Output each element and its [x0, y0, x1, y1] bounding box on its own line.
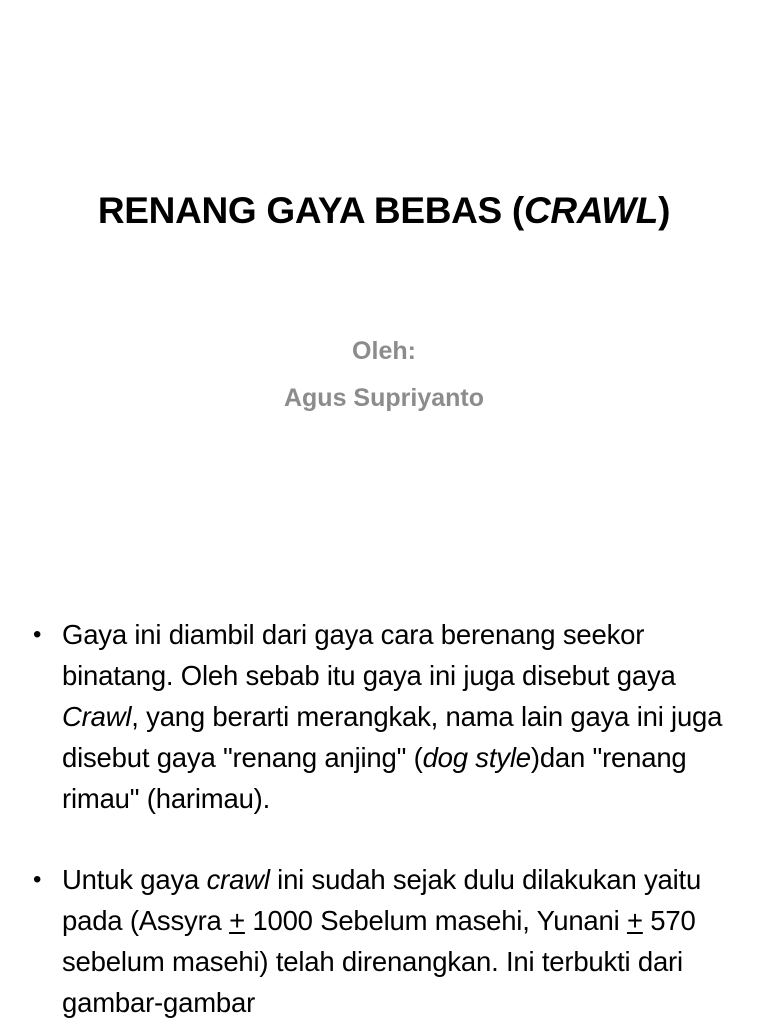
subtitle-label: Oleh:	[352, 337, 416, 365]
author-name: Agus Supriyanto	[283, 384, 484, 412]
bullet-text: , yang berarti merangkak, nama lain gaya ini juga disebut gaya "renang anjing" (	[62, 701, 723, 773]
plus-minus-symbol: +	[626, 905, 643, 936]
bullet-text: 1000 Sebelum masehi, Yunani	[244, 905, 627, 936]
title-closing-paren: )	[658, 190, 671, 231]
title-text: RENANG GAYA BEBAS (	[97, 190, 524, 231]
content-slide	[0, 576, 768, 1024]
bullet-italic-text: Crawl	[62, 701, 132, 732]
bullet-text: )dan "renang rimau" (harimau).	[62, 742, 687, 814]
plus-minus-symbol: +	[229, 905, 245, 936]
bullet-text: Untuk gaya	[62, 864, 207, 895]
bullet-item	[0, 614, 768, 819]
bullet-text: 570 sebelum masehi) telah direnangkan. Ini terbukti dari gambar-gambar	[62, 905, 696, 1018]
bullet-icon: •	[33, 866, 42, 893]
bullet-icon: •	[33, 621, 42, 648]
bullet-text: ini sudah sejak dulu dilakukan yaitu pada (Assyra	[62, 864, 702, 936]
bullet-italic-text: crawl	[206, 864, 270, 895]
bullet-list	[0, 614, 768, 1024]
bullet-item	[0, 859, 768, 1023]
title-italic-text: CRAWL	[523, 190, 659, 231]
slide-title	[0, 190, 768, 232]
bullet-text: Gaya ini diambil dari gaya cara berenang seekor binatang. Oleh sebab itu gaya ini juga disebut gaya	[62, 619, 676, 691]
bullet-italic-text: dog style	[422, 742, 531, 773]
